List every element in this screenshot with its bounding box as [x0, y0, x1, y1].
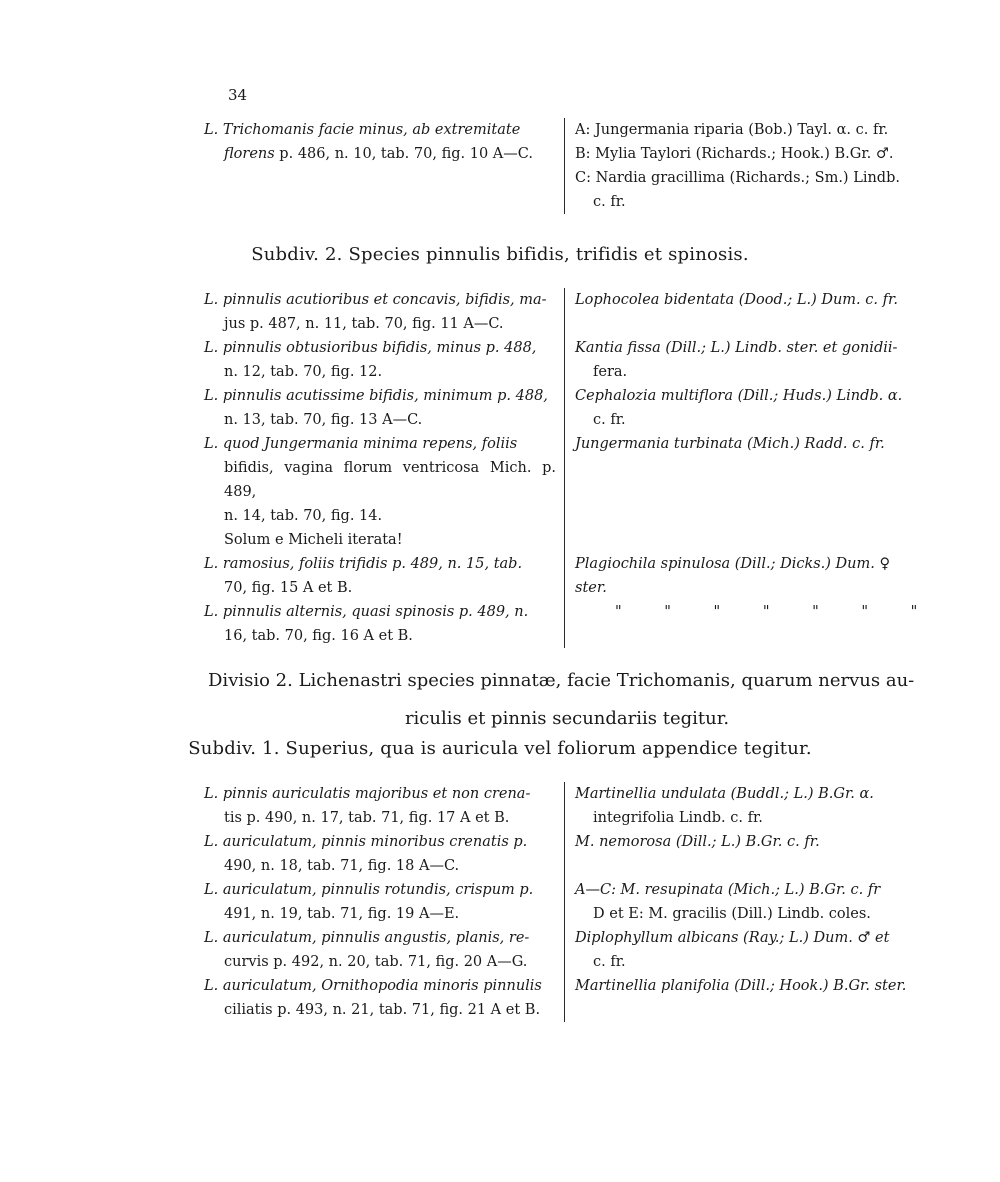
entry-line: L. pinnis auriculatis majoribus et non crena-	[204, 786, 531, 802]
entry-line: Diplophyllum albicans (Ray.; L.) Dum. ♂ et	[575, 930, 890, 946]
table-row	[204, 432, 926, 552]
table-row	[204, 336, 926, 384]
entry-line: L. pinnulis acutissime bifidis, minimum p. 488,	[204, 388, 548, 404]
entry-line: Kantia fissa (Dill.; L.) Lindb. ster. et gonidii-	[575, 340, 898, 356]
entry-left	[204, 288, 565, 336]
entry-right	[565, 432, 926, 552]
subdiv2-heading: Subdiv. 2. Species pinnulis bifidis, trifidis et spinosis.	[251, 244, 749, 265]
heading-line: Divisio 2. Lichenastri species pinnatæ, facie Trichomanis, quarum nervus au-	[208, 670, 915, 691]
page-number: 34	[228, 86, 248, 104]
entry-line: florens p. 486, n. 10, tab. 70, fig. 10 A—C.	[224, 146, 533, 162]
table-row	[204, 552, 926, 600]
entry-line: " " " " " " "	[615, 604, 918, 620]
entry-line: 16, tab. 70, fig. 16 A et B.	[224, 628, 413, 644]
entry-right	[565, 974, 926, 1022]
heading-line: riculis et pinnis secundariis tegitur.	[404, 708, 730, 729]
entry-left	[204, 552, 565, 600]
entry-line: Martinellia planifolia (Dill.; Hook.) B.Gr. ster.	[575, 978, 907, 994]
entry-line: fera.	[593, 364, 628, 380]
entry-line: n. 13, tab. 70, fig. 13 A—C.	[224, 412, 423, 428]
entry-line: L. pinnulis alternis, quasi spinosis p. 489, n.	[204, 604, 529, 620]
subdiv1-heading: Subdiv. 1. Superius, qua is auricula vel foliorum appendice tegitur.	[188, 738, 812, 759]
table-row	[204, 830, 926, 878]
entry-line: c. fr.	[593, 194, 626, 210]
entry-line: L. auriculatum, Ornithopodia minoris pinnulis	[204, 978, 542, 994]
entry-line: L. auriculatum, pinnis minoribus crenatis p.	[204, 834, 528, 850]
entry-line: jus p. 487, n. 11, tab. 70, fig. 11 A—C.	[224, 316, 504, 332]
entry-line: c. fr.	[593, 412, 626, 428]
table-row	[204, 974, 926, 1022]
entry-left	[204, 336, 565, 384]
entry-line: L. quod Jungermania minima repens, foliis	[204, 436, 518, 452]
entry-line: Martinellia undulata (Buddl.; L.) B.Gr. α.	[575, 786, 874, 802]
entry-line: Cephalozia multiflora (Dill.; Huds.) Lindb. α.	[575, 388, 903, 404]
table-row	[204, 384, 926, 432]
table-row	[204, 878, 926, 926]
table-row	[204, 926, 926, 974]
entry-line: 491, n. 19, tab. 71, fig. 19 A—E.	[224, 906, 460, 922]
entry-right	[565, 878, 926, 926]
entry-right	[565, 336, 926, 384]
entry-table-top	[204, 118, 926, 214]
entry-line: Lophocolea bidentata (Dood.; L.) Dum. c. fr.	[575, 292, 898, 308]
entry-left	[204, 384, 565, 432]
entry-line: 70, fig. 15 A et B.	[224, 580, 353, 596]
entry-left	[204, 974, 565, 1022]
entry-right	[565, 782, 926, 830]
entry-left	[204, 878, 565, 926]
entry-right	[565, 384, 926, 432]
table-row	[204, 118, 926, 214]
entry-left	[204, 782, 565, 830]
entry-line: Jungermania turbinata (Mich.) Radd. c. fr.	[575, 436, 885, 452]
entry-left	[204, 432, 565, 552]
entry-line: L. pinnulis obtusioribus bifidis, minus p. 488,	[204, 340, 537, 356]
entry-line: bifidis, vagina florum ventricosa Mich. p. 489,	[224, 460, 556, 500]
entry-line: L. ramosius, foliis trifidis p. 489, n. 15, tab.	[204, 556, 523, 572]
entry-left	[204, 830, 565, 878]
entry-line: M. nemorosa (Dill.; L.) B.Gr. c. fr.	[575, 834, 820, 850]
entry-line: L. Trichomanis facie minus, ab extremitate	[204, 122, 521, 138]
entry-line: L. auriculatum, pinnulis angustis, planis, re-	[204, 930, 530, 946]
entry-left	[204, 600, 565, 648]
entry-line: Solum e Micheli iterata!	[224, 532, 403, 548]
entry-line: D et E: M. gracilis (Dill.) Lindb. coles.	[593, 906, 871, 922]
entry-table-subdiv2	[204, 288, 926, 648]
entry-table-subdiv1	[204, 782, 926, 1022]
entry-line: A—C: M. resupinata (Mich.; L.) B.Gr. c. fr	[575, 882, 881, 898]
entry-left	[204, 118, 565, 214]
divisio2-heading	[208, 662, 926, 738]
entry-line: n. 14, tab. 70, fig. 14.	[224, 508, 383, 524]
entry-line: ciliatis p. 493, n. 21, tab. 71, fig. 21 A et B.	[224, 1002, 541, 1018]
entry-line: C: Nardia gracillima (Richards.; Sm.) Lindb.	[575, 170, 900, 186]
table-row	[204, 288, 926, 336]
entry-right	[565, 552, 926, 600]
entry-right	[565, 118, 926, 214]
entry-line: A: Jungermania riparia (Bob.) Tayl. α. c. fr.	[575, 122, 889, 138]
entry-right	[565, 926, 926, 974]
entry-line: integrifolia Lindb. c. fr.	[593, 810, 763, 826]
entry-line: n. 12, tab. 70, fig. 12.	[224, 364, 383, 380]
entry-right	[565, 600, 926, 648]
entry-line: 490, n. 18, tab. 71, fig. 18 A—C.	[224, 858, 460, 874]
entry-line: curvis p. 492, n. 20, tab. 71, fig. 20 A—G.	[224, 954, 528, 970]
entry-left	[204, 926, 565, 974]
entry-line: Plagiochila spinulosa (Dill.; Dicks.) Dum. ♀ ster.	[575, 556, 891, 596]
entry-line: L. auriculatum, pinnulis rotundis, crispum p.	[204, 882, 534, 898]
entry-line: L. pinnulis acutioribus et concavis, bifidis, ma-	[204, 292, 547, 308]
table-row	[204, 600, 926, 648]
entry-right	[565, 830, 926, 878]
entry-line: c. fr.	[593, 954, 626, 970]
entry-line: tis p. 490, n. 17, tab. 71, fig. 17 A et B.	[224, 810, 510, 826]
entry-right	[565, 288, 926, 336]
entry-line: B: Mylia Taylori (Richards.; Hook.) B.Gr. ♂.	[575, 146, 894, 162]
table-row	[204, 782, 926, 830]
